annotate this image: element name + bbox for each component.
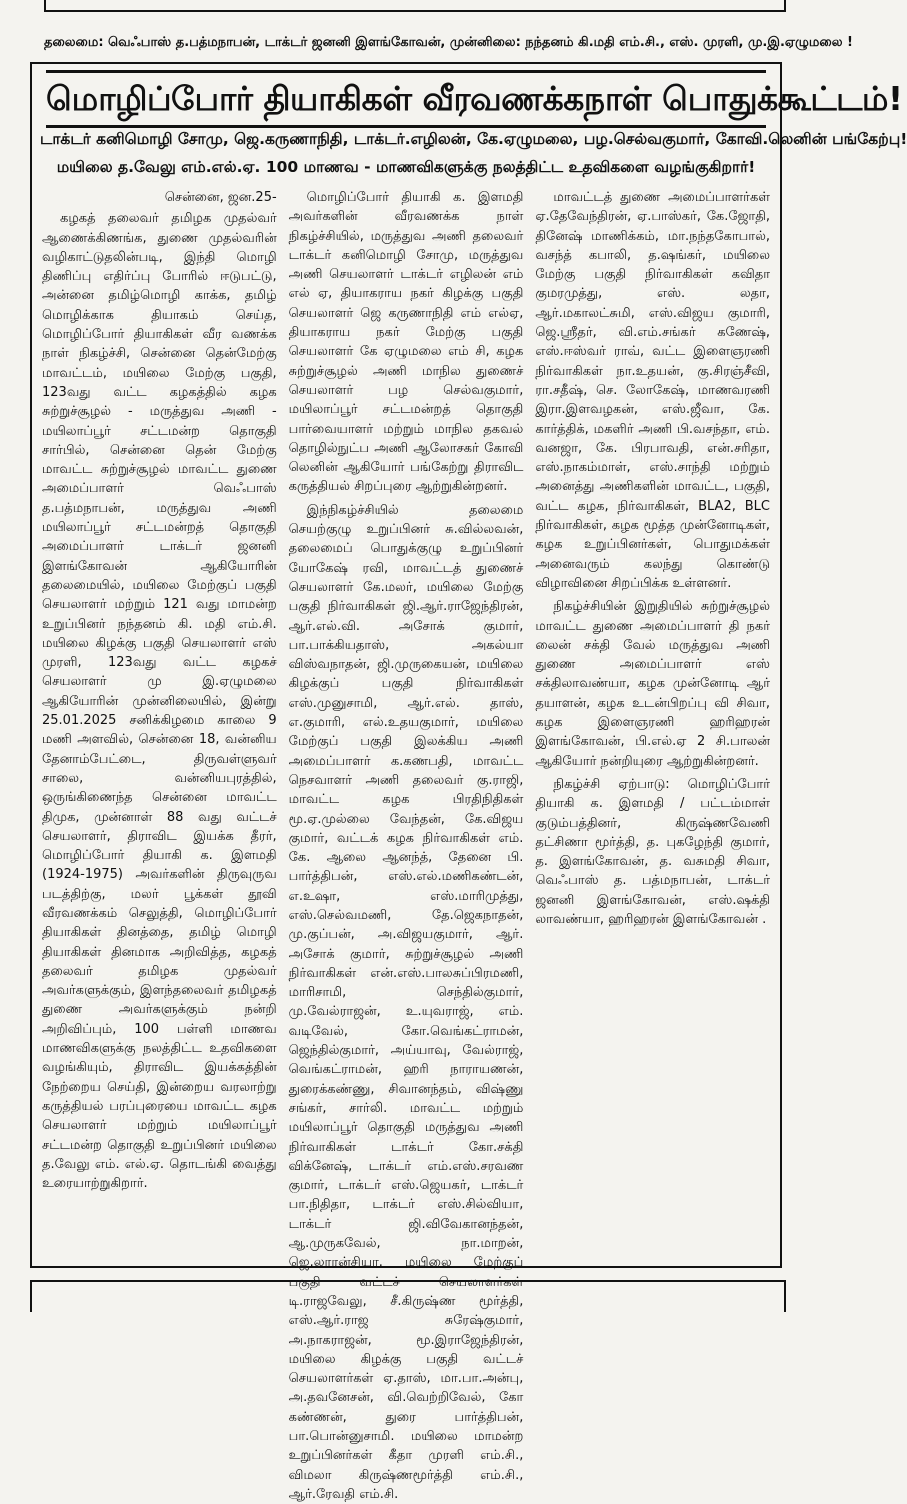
column-2 [288, 188, 524, 1502]
top-border [44, 0, 786, 12]
column-1 [42, 188, 277, 1256]
paragraph-5: நிகழ்ச்சியின் இறுதியில் சுற்றுச்சூழல் மாவட்ட துணை அமைப்பாளர் தி நகர் லைன் சக்தி வேல் மருத்துவ அணி துணை அமைப்பாளர் எஸ் சக்திலாவண்யா, கழக முன்னோடி ஆர் தயாளன், கழக உடன்பிறப்பு வி சிவா, கழக இளைஞரணி ஹரிஹரன் இளங்கோவன், பி.எல்.ஏ 2 சி.பாலன் ஆகியோர் நன்றியுரை ஆற்றுகின்றனர். [535, 599, 771, 769]
column-3 [535, 188, 770, 1256]
subheadline-1: டாக்டர் கனிமொழி சோமு, ஜெ.கருணாநிதி, டாக்டர்.எழிலன், கே.ஏழுமலை, பழ.செல்வகுமார், கோவி.லெனின் பங்கேற்பு! [40, 130, 907, 148]
headline: மொழிப்போர் தியாகிகள் வீரவணக்கநாள் பொதுக்கூட்டம்! [46, 70, 766, 128]
chairs-line: தலைமை: வெஃபாஸ் த.பத்மநாபன், டாக்டர் ஜனனி இளங்கோவன், முன்னிலை: நந்தனம் கி.மதி எம்.சி., எஸ். முரளி, மு.இ.ஏழுமலை ! [44, 35, 853, 50]
article-body [42, 188, 771, 1502]
dateline: சென்னை, ஜன.25- [164, 190, 277, 205]
paragraph-4: மாவட்டத் துணை அமைப்பாளர்கள் ஏ.தேவேந்திரன், ஏ.பாஸ்கர், கே.ஜோதி, தினேஷ் மாணிக்கம், மா.நந்தகோபால், வசந்த் கபாலி, த.ஷங்கர், மயிலை மேற்கு பகுதி நிர்வாகிகள் கவிதா குமரமுத்து, எஸ். லதா, ஆர்.மகாலட்சுமி, எஸ்.விஜய குமாரி, ஜெ.ஸ்ரீதர், வி.எம்.சங்கர் கணேஷ், எஸ்.ஈஸ்வர் ராவ், வட்ட இளைஞரணி நிர்வாகிகள் நா.உதயன், கு.சிரஞ்சீவி, ரா.சதீஷ், செ. லோகேஷ், மாணவரணி இரா.இளவழகன், எஸ்.ஜீவா, கே. கார்த்திக், மகளிர் அணி பி.வசந்தா, எம். வனஜா, கே. பிரபாவதி, என்.சரிதா, எஸ்.நாகம்மாள், எஸ்.சாந்தி மற்றும் அனைத்து அணிகளின் மாவட்ட, பகுதி, வட்ட கழக, நிர்வாகிகள், BLA2, BLC நிர்வாகிகள், கழக மூத்த முன்னோடிகள், கழக உறுப்பினர்கள், பொதுமக்கள் அனைவரும் கலந்து கொண்டு விழாவினை சிறப்பிக்க உள்ளனர். [535, 190, 771, 591]
paragraph-2: மொழிப்போர் தியாகி க. இளமதி அவர்களின் வீரவணக்க நாள் நிகழ்ச்சியில், மருத்துவ அணி தலைவர் டாக்டர் கனிமொழி சோமு, மருத்துவ அணி செயலாளர் டாக்டர் எழிலன் எம் எல் ஏ, தியாகராய நகர் கிழக்கு பகுதி செயலாளர் ஜெ கருணாநிதி எம் எல்ஏ, தியாகராய நகர் மேற்கு பகுதி செயலாளர் கே ஏழுமலை எம் சி, கழக சுற்றுச்சூழல் அணி மாநில துணைச் செயலாளர் பழ செல்வகுமார், மயிலாப்பூர் சட்டமன்றத் தொகுதி பார்வையாளர் மற்றும் மாநில தகவல் தொழில்நுட்ப அணி ஆலோசகர் கோவி லெனின் ஆகியோர் பங்கேற்று திராவிட கருத்தியல் சிறப்புரை ஆற்றுகின்றனர். [288, 190, 524, 495]
paragraph-6: நிகழ்ச்சி ஏற்பாடு: மொழிப்போர் தியாகி க. இளமதி / பட்டம்மாள் குடும்பத்தினர், கிருஷ்ணவேணி தட்சிணா மூர்த்தி, த. புகழேந்தி குமார், த. இளங்கோவன், த. வசுமதி சிவா, வெஃபாஸ் த. பத்மநாபன், டாக்டர் ஜனனி இளங்கோவன், எஸ்.ஷக்தி லாவண்யா, ஹரிஹரன் இளங்கோவன் . [535, 776, 771, 927]
article-frame [30, 62, 907, 1502]
paragraph-1: கழகத் தலைவர் தமிழக முதல்வர் ஆணைக்கிணங்க, துணை முதல்வரின் வழிகாட்டுதலின்படி, இந்தி மொழி திணிப்பு எதிர்ப்பு போரில் ஈடுபட்டு, அன்னை தமிழ்மொழி காக்க, தமிழ் மொழிக்காக தியாகம் செய்த, மொழிப்போர் தியாகிகள் வீர வணக்க நாள் நிகழ்ச்சி, சென்னை தென்மேற்கு மாவட்டம், மயிலை மேற்கு பகுதி, 123வது வட்ட கழகத்தில் கழக சுற்றுச்சூழல் - மருத்துவ அணி - மயிலாப்பூர் சட்டமன்ற தொகுதி சார்பில், சென்னை தென் மேற்கு மாவட்ட சுற்றுச்சூழல் மாவட்ட துணை அமைப்பாளர் வெஃபாஸ் த.பத்மநாபன், மருத்துவ அணி மயிலாப்பூர் சட்டமன்றத் தொகுதி அமைப்பாளர் டாக்டர் ஜனனி இளங்கோவன் ஆகியோரின் தலைமையில், மயிலை மேற்குப் பகுதி செயலாளர் மற்றும் 121 வது மாமன்ற உறுப்பினர் நந்தனம் கி. மதி எம்.சி. மயிலை கிழக்கு பகுதி செயலாளர் எஸ் முரளி, 123வது வட்ட கழகச் செயலாளர் மு இ.ஏழுமலை ஆகியோரின் முன்னிலையில், இன்று 25.01.2025 சனிக்கிழமை காலை 9 மணி அளவில், சென்னை 18, வன்னிய தேனாம்பேட்டை, திருவள்ளுவர் சாலை, வன்னியபுரத்தில், ஒருங்கிணைந்த சென்னை மாவட்ட திமுக, முன்னாள் 88 வது வட்டச் செயலாளர், திராவிட இயக்க தீரர், மொழிப்போர் தியாகி க. இளமதி (1924-1975) அவர்களின் திருவுருவ படத்திற்கு, மலர் பூக்கள் தூவி வீரவணக்கம் செலுத்தி, மொழிப்போர் தியாகிகள் தினத்தை, தமிழ் மொழி தியாகிகள் தினமாக அறிவித்த, கழகத் தலைவர் தமிழக முதல்வர் அவர்களுக்கும், இளந்தலைவர் தமிழகத் துணை அவர்களுக்கும் நன்றி அறிவிப்பும், 100 பள்ளி மாணவ மாணவிகளுக்கு நலத்திட்ட உதவிகளை வழங்கியும், திராவிட இயக்கத்தின் நேற்றைய செய்தி, இன்றைய வரலாற்று கருத்தியல் பரப்புரையை மாவட்ட கழக செயலாளர் மற்றும் மயிலாப்பூர் சட்டமன்ற தொகுதி உறுப்பினர் மயிலை த.வேலு எம். எல்.ஏ. தொடங்கி வைத்து உரையாற்றுகிறார். [42, 211, 277, 1192]
subheadline-2: மயிலை த.வேலு எம்.எல்.ஏ. 100 மாணவ - மாணவிகளுக்கு நலத்திட்ட உதவிகளை வழங்குகிறார்! [56, 158, 756, 176]
next-article-border [30, 1280, 786, 1312]
paragraph-3: இந்நிகழ்ச்சியில் தலைமை செயற்குழு உறுப்பினர் சு.வில்லவன், தலைமைப் பொதுக்குழு உறுப்பினர் யோகேஷ் ரவி, மாவட்டத் துணைச் செயலாளர் கே.மலர், மயிலை மேற்கு பகுதி நிர்வாகிகள் ஜி.ஆர்.ராஜேந்திரன், ஆர்.எல்.வி. அசோக் குமார், பா.பாக்கியதாஸ், அகல்யா விஸ்வநாதன், ஜி.முருகையன், மயிலை கிழக்குப் பகுதி நிர்வாகிகள் எஸ்.முனுசாமி, ஆர்.எல். தாஸ், எ.குமாரி, எல்.உதயகுமார், மயிலை மேற்குப் பகுதி இலக்கிய அணி அமைப்பாளர் க.கணபதி, மாவட்ட நெசவாளர் அணி தலைவர் கு.ராஜி, மாவட்ட கழக பிரதிநிதிகள் மூ.ஏ.முல்லை வேந்தன், கே.விஜய குமார், வட்டக் கழக நிர்வாகிகள் எம். கே. ஆலை ஆனந்த், தேனை பி. பார்த்திபன், எஸ்.எல்.மணிகண்டன், எ.உஷா, எஸ்.மாரிமுத்து, எஸ்.செல்வமணி, தே.ஜெகநாதன், மு.குப்பன், அ.விஜயகுமார், ஆர். அசோக் குமார், சுற்றுச்சூழல் அணி நிர்வாகிகள் என்.எஸ்.பாலசுப்பிரமணி, மாரிசாமி, செந்தில்குமார், மு.வேல்ராஜன், உ.யுவராஜ், எம். வடிவேல், கோ.வெங்கட்ராமன், ஜெந்தில்குமார், அய்யாவு, வேல்ராஜ், வெங்கட்ராமன், ஹரி நாராயணன், துரைக்கண்ணு, சிவானந்தம், விஷ்ணு சங்கர், சார்லி. மாவட்ட மற்றும் மயிலாப்பூர் தொகுதி மருத்துவ அணி நிர்வாகிகள் டாக்டர் கோ.சக்தி விக்னேஷ், டாக்டர் எம்.எஸ்.சரவண குமார், டாக்டர் எஸ்.ஜெயகர், டாக்டர் பா.நிதிதா, டாக்டர் எஸ்.சில்வியா, டாக்டர் ஜி.விவேகானந்தன், ஆ.முருகவேல், நா.மாறன், ஜெ.லாரன்சியா. மயிலை மேற்குப் பகுதி வட்டச் செயலாளர்கள் டி.ராஜவேலு, சீ.கிருஷ்ண மூர்த்தி, எஸ்.ஆர்.ராஜ சுரேஷ்குமார், அ.நாகராஜன், மூ.இராஜேந்திரன், மயிலை கிழக்கு பகுதி வட்டச் செயலாளர்கள் ஏ.தாஸ், மா.பா.அன்பு, அ.தவனேசன், வி.வெற்றிவேல், கோ கண்ணன், துரை பார்த்திபன், பா.பொன்னுசாமி. மயிலை மாமன்ற உறுப்பினர்கள் கீதா முரளி எம்.சி., விமலா கிருஷ்ணமூர்த்தி எம்.சி., ஆர்.ரேவதி எம்.சி. [288, 502, 524, 1502]
